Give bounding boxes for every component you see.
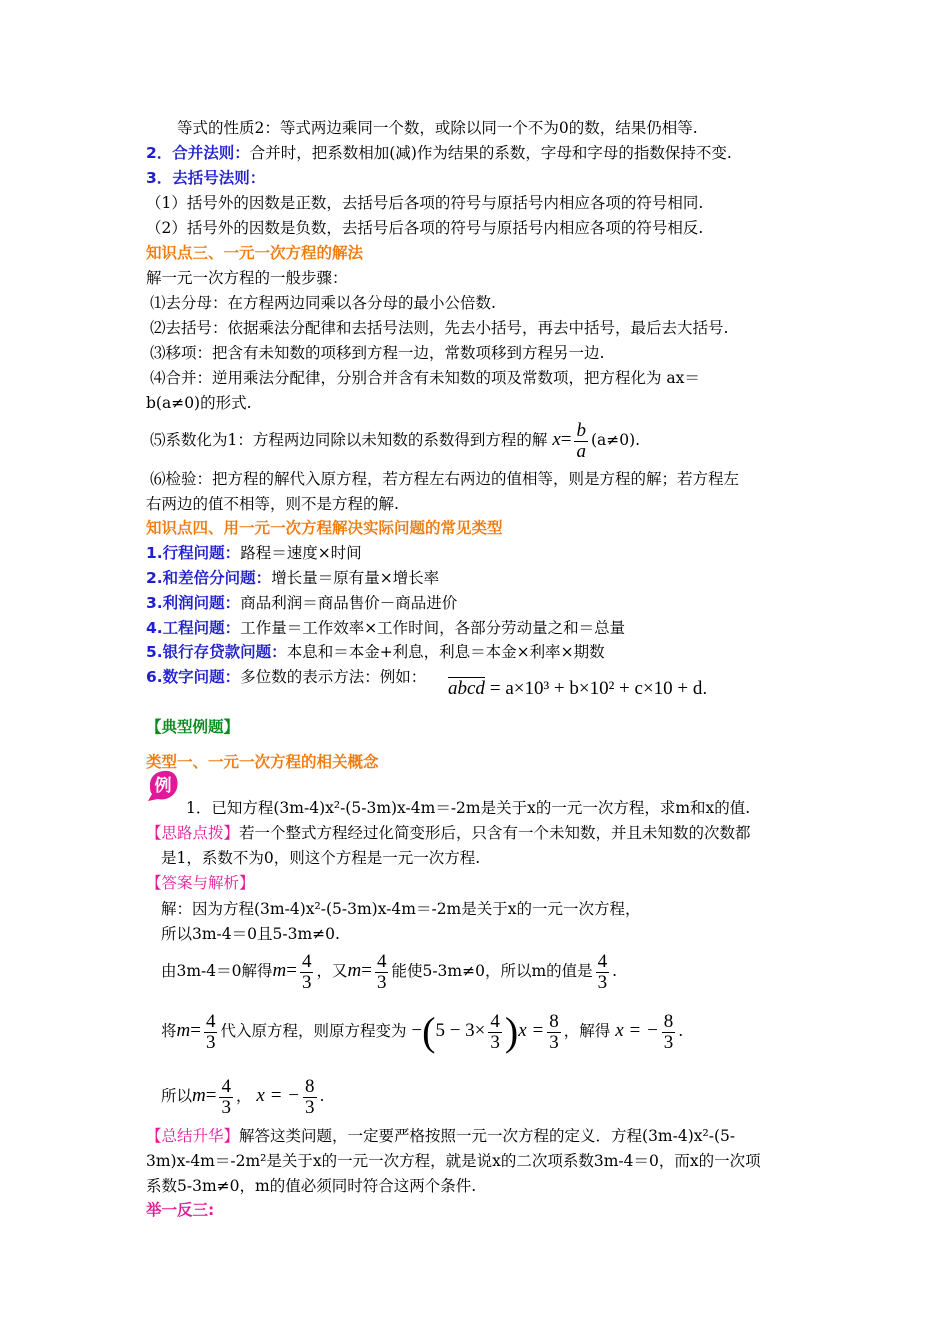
fraction-four-thirds [488, 1012, 502, 1053]
typical-examples-heading: 【典型例题】 [146, 718, 240, 736]
fraction-four-thirds [375, 952, 389, 993]
frac-den: 3 [301, 971, 312, 993]
digit-formula-abcd: abcd [448, 678, 485, 699]
frac-den: 3 [490, 1031, 500, 1053]
step-5-x: x [552, 429, 561, 450]
practice-heading: 举一反三: [146, 1201, 215, 1219]
rule-2-label: 2．合并法则： [146, 144, 250, 162]
sol5-b: ， [235, 1087, 252, 1105]
type-4-text: 工作量＝工作效率×工作时间，各部分劳动量之和＝总量 [240, 619, 626, 637]
summary-text-1: 解答这类问题，一定要严格按照一元一次方程的定义．方程(3m-4)x²-(5- [239, 1127, 736, 1145]
sol4-inner: 5 − 3× [435, 1020, 486, 1041]
frac-den: 3 [663, 1031, 674, 1053]
sol4-m: m [176, 1020, 191, 1041]
step-2: ⑵去括号：依据乘法分配律和去括号法则，先去小括号，再去中括号，最后去大括号. [150, 319, 729, 337]
type-item [146, 666, 426, 688]
frac-den: 3 [376, 971, 387, 993]
type-1-label: 1.行程问题： [146, 544, 241, 562]
summary-line-1 [146, 1125, 735, 1147]
sol5-x: x = − [256, 1085, 300, 1106]
question-1: 1．已知方程(3m-4)x²-(5-3m)x-4m＝-2m是关于x的一元一次方程，求m和x的值. [186, 799, 751, 817]
step-5-cond: (a≠0). [590, 431, 641, 449]
type-item [146, 641, 605, 663]
example-badge-icon [146, 768, 180, 802]
sol5-d: . [319, 1087, 325, 1105]
property-line: 等式的性质2：等式两边乘同一个数，或除以同一个不为0的数，结果仍相等. [177, 119, 698, 137]
sol3-m2: m [347, 960, 362, 981]
step-5-den: a [576, 440, 586, 462]
type-1-text: 路程＝速度×时间 [240, 544, 362, 562]
summary-line-3: 系数5-3m≠0，m的值必须同时符合这两个条件. [146, 1177, 477, 1195]
sol3-m: m [272, 960, 287, 981]
sol4-d: . [678, 1022, 684, 1040]
hint-text-1: 若一个整式方程经过化简变形后，只含有一个未知数，并且未知数的次数都 [239, 824, 751, 842]
step-5-num: b [576, 419, 586, 441]
type-item [146, 592, 457, 614]
solution-line-2: 所以3m-4＝0且5-3m≠0. [161, 925, 340, 943]
type-4-label: 4.工程问题： [146, 619, 241, 637]
step-4-line-1: ⑷合并：逆用乘法分配律，分别合并含有未知数的项及常数项，把方程化为 ax＝ [150, 369, 700, 387]
solution-line-5 [161, 1072, 324, 1120]
digit-formula-rhs: = a×10³ + b×10² + c×10 + d [489, 678, 703, 699]
fraction-four-thirds [204, 1012, 218, 1053]
fraction-four-thirds [219, 1077, 233, 1118]
fraction-eight-thirds [547, 1012, 561, 1053]
frac-num: 4 [221, 1075, 231, 1097]
type-2-text: 增长量＝原有量×增长率 [271, 569, 440, 587]
sol4-a: 将 [161, 1022, 177, 1040]
fraction-eight-thirds [662, 1012, 676, 1053]
type-2-label: 2.和差倍分问题： [146, 569, 272, 587]
frac-num: 4 [376, 950, 387, 972]
rule-3-label: 3．去括号法则： [146, 169, 266, 187]
sol4-neg: x = − [615, 1020, 659, 1041]
sol4-eq: = [190, 1020, 201, 1041]
frac-den: 3 [205, 1031, 216, 1053]
sol3-c: 能使5-3m≠0，所以m的值是 [391, 962, 593, 980]
sol5-a: 所以 [161, 1087, 193, 1105]
frac-den: 3 [549, 1031, 559, 1053]
sol4-xeq: x = [518, 1020, 545, 1041]
summary-label: 【总结升华】 [146, 1127, 240, 1145]
frac-den: 3 [221, 1096, 231, 1118]
knowledge-point-3-heading: 知识点三、一元一次方程的解法 [146, 244, 364, 262]
type-1-heading: 类型一、一元一次方程的相关概念 [146, 753, 379, 771]
step-6-line-2: 右两边的值不相等，则不是方程的解. [146, 495, 399, 513]
fraction-four-thirds [300, 952, 314, 993]
solution-line-4: 将m= $\frac{4}{3}$ 代入原方程，则原方程变为 −(5 − 3× $\frac{4}{3}$ )x = $\frac{8}{3}$ ，解得 x = − $\frac{8}{3}$ . [161, 1009, 684, 1054]
type-3-label: 3.利润问题： [146, 594, 241, 612]
fraction-four-thirds [596, 952, 610, 993]
type-item [146, 567, 439, 589]
bracket-rule-1: （1）括号外的因数是正数，去括号后各项的符号与原括号内相应各项的符号相同. [146, 194, 704, 212]
sol3-eq: = [286, 960, 297, 981]
frac-num: 4 [205, 1010, 216, 1032]
hint-line-2: 是1，系数不为0，则这个方程是一元一次方程. [161, 849, 481, 867]
type-6-label: 6.数字问题： [146, 668, 241, 686]
step-5 [150, 417, 640, 463]
type-5-text: 本息和＝本金+利息，利息＝本金×利率×期数 [286, 643, 605, 661]
step-4-line-2: b(a≠0)的形式. [146, 394, 252, 412]
rule-2 [146, 142, 732, 164]
sol3-a: 由3m-4＝0解得 [161, 962, 273, 980]
hint-label: 【思路点拨】 [146, 824, 240, 842]
sol4-b: 代入原方程，则原方程变为 [220, 1022, 407, 1040]
type-item [146, 617, 625, 639]
sol4-c: ，解得 [563, 1022, 611, 1040]
step-5-fraction [574, 421, 588, 462]
frac-num: 4 [597, 950, 608, 972]
frac-num: 8 [549, 1010, 559, 1032]
fraction-eight-thirds [303, 1077, 317, 1118]
rule-3 [146, 167, 265, 189]
frac-num: 8 [305, 1075, 315, 1097]
sol5-m: m [192, 1085, 206, 1106]
step-5-eq: = [560, 429, 572, 450]
rule-2-text: 合并时，把系数相加(减)作为结果的系数，字母和字母的指数保持不变. [249, 144, 732, 162]
summary-line-2: 3m)x-4m＝-2m²是关于x的一元一次方程，就是说x的二次项系数3m-4＝0，而x的一次项 [146, 1152, 761, 1170]
sol3-eq2: = [361, 960, 372, 981]
frac-den: 3 [597, 971, 608, 993]
bracket-rule-2: （2）括号外的因数是负数，去括号后各项的符号与原括号内相应各项的符号相反. [146, 219, 704, 237]
type-item [146, 542, 362, 564]
frac-num: 4 [301, 950, 312, 972]
sol3-b: ，又 [316, 962, 348, 980]
steps-intro: 解一元一次方程的一般步骤： [146, 269, 348, 287]
solution-line-3 [161, 947, 617, 995]
step-5-text: ⑸系数化为1：方程两边同除以未知数的系数得到方程的解 [150, 431, 548, 449]
frac-num: 4 [490, 1010, 500, 1032]
answer-label: 【答案与解析】 [146, 874, 255, 892]
step-3: ⑶移项：把含有未知数的项移到方程一边，常数项移到方程另一边. [150, 344, 605, 362]
frac-num: 8 [663, 1010, 674, 1032]
example-badge-text: 例 [154, 776, 172, 796]
sol5-eq: = [205, 1085, 217, 1106]
type-5-label: 5.银行存贷款问题： [146, 643, 287, 661]
solution-line-1: 解：因为方程(3m-4)x²-(5-3m)x-4m＝-2m是关于x的一元一次方程， [161, 900, 641, 918]
hint-line-1 [146, 822, 751, 844]
type-3-text: 商品利润＝商品售价－商品进价 [240, 594, 458, 612]
digit-formula-end: . [702, 680, 708, 698]
type-6-text: 多位数的表示方法：例如： [240, 668, 427, 686]
step-6-line-1: ⑹检验：把方程的解代入原方程，若方程左右两边的值相等，则是方程的解；若方程左 [150, 470, 740, 488]
sol3-d: . [612, 962, 618, 980]
step-1: ⑴去分母：在方程两边同乘以各分母的最小公倍数. [150, 294, 496, 312]
knowledge-point-4-heading: 知识点四、用一元一次方程解决实际问题的常见类型 [146, 519, 503, 537]
frac-den: 3 [305, 1096, 315, 1118]
digit-formula [448, 678, 707, 700]
